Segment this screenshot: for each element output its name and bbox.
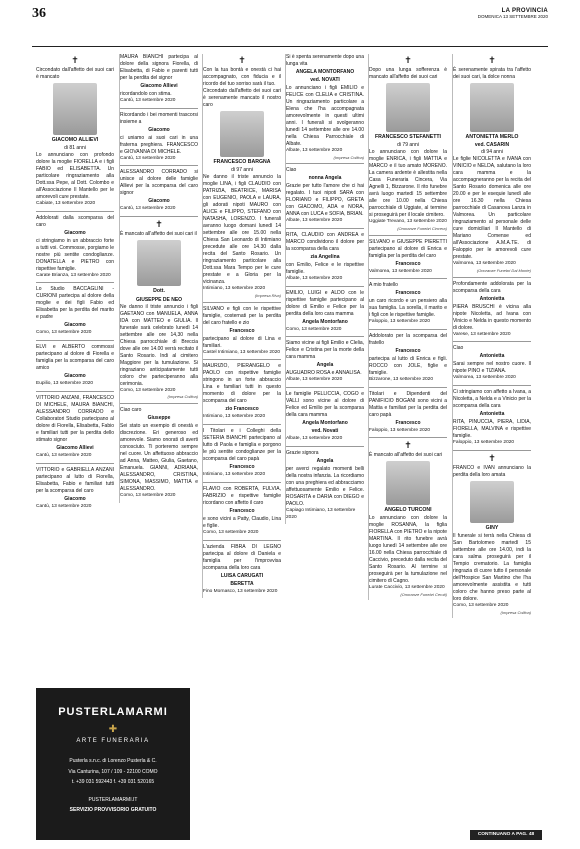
notice-text: Ci stringiamo con affetto a Ivana, a Nicoletta, a Nelda e a Vinicio per la scomparsa della cara bbox=[453, 388, 531, 409]
notice-text: I Titolari e i Colleghi della SETERIA BIANCHI partecipano al lutto di Paola e famiglia e porgono le più sentite condoglianze per la scomparsa del caro papà bbox=[203, 428, 281, 463]
obituary-notice bbox=[453, 454, 531, 616]
notice-text: EMILIO, LUIGI e ALDO con le rispettive famiglie partecipano al dolore di Emilio e Felice per la perdita della loro cara mamma bbox=[286, 289, 364, 317]
notice-text: SILVANO e GIUSEPPE PIERETTI partecipano al dolore di Enrica e famiglia per la perdita del caro bbox=[369, 238, 447, 259]
notice-name: Giacomo bbox=[64, 229, 86, 236]
notice-divider bbox=[286, 286, 364, 287]
notice-text: AUGUADRO ROSA e ANNALISA. bbox=[286, 370, 362, 377]
notice-text: Ne danno il triste annuncio la moglie LINA, i figli CLAUDIO con PATRIZIA, BEATRICE, MARISA con EUGENIO, PAOLA e LAURA, gli adorati nipoti MAURO con ALICE e FILIPPO, STEFANO con NATASHA, LORENZO. I funerali avranno luogo domani lunedì 14 settembre alle ore 15.00 nella Chiesa San Leonardo di Intimiano precedute alle ore 14.30 dalla recita del Santo Rosario. Un ringraziamento particolare alla Dott.ssa Mara Tempo per le cure prestate e a Gloria per la vicinanza. bbox=[203, 174, 281, 286]
column-4 bbox=[285, 54, 364, 524]
issue-date: DOMENICA 13 SETTEMBRE 2020 bbox=[477, 14, 548, 19]
funeral-home-credit: (Onoranze Funebri Dal Monte) bbox=[476, 267, 531, 273]
notice-text: Sei stato un esempio di onestà e discrezione. Eri generoso ed amorevole. Siamo onorati di averti conosciuto. Ti porteremo sempre nel cuore. Un affettuoso abbraccio ad Anna, Matteo, Giulia, Gaetano, Emanuela. GIANNI, ADRIANA, ALESSANDRO, CRISTINA, SIMONA, MASSIMO, MATTIA e ALESSANDRO. bbox=[120, 422, 198, 492]
notice-text: Profondamente addolorata per la scomparsa della cara bbox=[453, 280, 531, 294]
notice-divider bbox=[120, 108, 198, 109]
notice-place-date: Como, 13 settembre 2020 bbox=[120, 492, 176, 498]
portrait-photo bbox=[137, 240, 181, 286]
notice-text: Addolorato per la scomparsa del fratello bbox=[369, 332, 447, 346]
notice-name: zia Angelina bbox=[310, 254, 340, 260]
obituary-notice bbox=[286, 54, 364, 160]
obituary-notice bbox=[286, 232, 364, 283]
notice-place-date: Cantù, 13 settembre 2020 bbox=[120, 155, 176, 161]
notice-text: Le famiglie PELLICCIA, COGO e VALLI sono vicine al dolore di Felice ed Emilio per la scomparsa della cara mamma bbox=[286, 391, 364, 419]
notice-divider bbox=[286, 387, 364, 388]
notice-name: Francesco bbox=[229, 464, 255, 471]
notice-name: Giacomo bbox=[64, 373, 86, 380]
notice-name: Angela Montorfano bbox=[302, 318, 348, 325]
notice-place-date: Faloppio, 13 settembre 2020 bbox=[369, 319, 431, 325]
notice-name-line2: ved. Novati bbox=[311, 428, 339, 435]
notice-place-date: Eupilio, 13 settembre 2020 bbox=[36, 381, 94, 387]
notice-divider bbox=[120, 165, 198, 166]
notice-place-date: Capiago Intimiano, 13 settembre 2020 bbox=[286, 507, 356, 520]
notice-place-date: Castel Intimiano, 13 settembre 2020 bbox=[203, 349, 281, 355]
notice-divider bbox=[453, 450, 531, 451]
notice-place-date: Albate, 13 settembre 2020 bbox=[286, 377, 343, 383]
notice-name: Giacomo bbox=[148, 198, 170, 205]
ad-subtitle: ARTE FUNERARIA bbox=[76, 738, 150, 744]
cross-icon: ✝ bbox=[238, 55, 246, 65]
notice-place-date: Albate, 13 settembre 2020 bbox=[286, 436, 343, 442]
notice-text: Ne danno il triste annuncio i figli GAETANO con MANUELA, ANNA IDA con MATTEO e GIULIA. Il funerale sarà celebrato lunedì 14 settembre alle ore 14,30 nella Chiesa parrocchiale di Breccia dove alle ore 14.00 verrà recitato il Santo Rosario. Indi al cimitero Maggiore per la tumulazione. Si ringraziano anticipatamente tutti coloro che parteciperanno alla cerimonia. bbox=[120, 303, 198, 387]
obituary-notice bbox=[36, 56, 114, 208]
funeral-art-advertisement bbox=[36, 688, 190, 840]
notice-place-date: Como, 13 settembre 2020 bbox=[120, 387, 176, 393]
masthead bbox=[478, 8, 548, 19]
notice-name: Antonietta bbox=[479, 410, 505, 417]
notice-divider bbox=[369, 235, 447, 236]
obituary-notice bbox=[369, 239, 447, 276]
notice-place-date: Intimiano, 13 settembre 2020 bbox=[203, 472, 266, 478]
notice-divider bbox=[36, 391, 114, 392]
notice-name: Angela bbox=[316, 457, 334, 464]
portrait-photo bbox=[386, 83, 430, 132]
page-number: 36 bbox=[32, 6, 46, 21]
notice-place-date: Carate Brianza, 13 settembre 2020 bbox=[36, 272, 111, 278]
notice-place-date: Como, 13 settembre 2020 bbox=[286, 326, 342, 332]
obituary-notice bbox=[36, 215, 114, 280]
notice-divider bbox=[203, 359, 281, 360]
obituary-notice bbox=[120, 54, 198, 105]
ad-website: PUSTERLAMARMI.IT bbox=[88, 796, 138, 803]
notice-text: partecipano al dolore di Lina e familiari. bbox=[203, 335, 281, 349]
notice-text: e sono vicini a Patty, Claudio, Lina e figlie. bbox=[203, 515, 281, 529]
notice-name: ANGELA MONTORFANO bbox=[295, 69, 355, 75]
page-header bbox=[32, 6, 548, 42]
portrait-photo bbox=[386, 461, 430, 504]
deceased-name-line2: GIUSEPPE DE NEO bbox=[135, 296, 183, 303]
notice-text: Le figlie NICOLETTA e IVANA con VINICIO e NELDA, salutano la loro cara mamma e la accompagneranno per la recita del Santo Rosario domenica alle ore 20.00 e per le esequie lunedì alle ore 16.30 nella Chiesa parrocchiale di Casanova Lanza in Valmorea. Un particolare ringraziamento al personale delle cure domiciliari Il Mantello di Mariano Comense ed all'Associazione A.M.A.TE. di Faloppio per le amorevoli cure prestate. bbox=[453, 156, 531, 261]
notice-text: SILVANO e figli con le rispettive famiglie, costernati per la perdita del caro fratello e zio bbox=[203, 305, 281, 326]
notice-place-date: Intimiano, 13 settembre 2020 bbox=[203, 286, 266, 292]
deceased-age: di 79 anni bbox=[397, 142, 419, 149]
funeral-home-credit: (Impresa Collina) bbox=[167, 394, 198, 400]
notice-name-line2: BERETTA bbox=[230, 580, 254, 587]
notice-name: Francesco bbox=[395, 260, 421, 267]
portrait-photo bbox=[470, 83, 514, 132]
notice-text: Ciao caro bbox=[120, 406, 142, 413]
notice-text: ci uniamo ai suoi cari in una fraterna preghiera. FRANCESCO e GIOVANNA DI MICHELE. bbox=[120, 134, 198, 155]
notice-text: Ricordando i bei momenti trascorsi insieme a bbox=[120, 111, 198, 125]
notice-text: ci stringiamo in un abbraccio forte a tutti voi. Commosse, porgiamo le nostre più sentite condoglianze. DONATELLA e PIETRO con rispettive famiglie. bbox=[36, 237, 114, 272]
notice-text: per averci regalato momenti belli della nostra infanzia. La ricordiamo con una preghiera ed abbracciamo affettuosamente Emilio e Felice. ROSARITA e DARIA con DIEGO e PAOLO. bbox=[286, 465, 364, 507]
obituary-notice bbox=[203, 428, 281, 479]
notice-name: Angela bbox=[316, 362, 334, 369]
notice-text: Circondato dall'affetto dei suoi cari è serenamente mancato il nostro caro bbox=[203, 88, 281, 108]
notice-place-date: Valmorea, 13 settembre 2020 bbox=[453, 261, 516, 267]
obituary-notice bbox=[203, 363, 281, 421]
notice-intro: FRANCO e IVAN annunciano la perdita della loro amata bbox=[453, 464, 531, 478]
obituary-notice bbox=[120, 112, 198, 163]
obituary-notice bbox=[286, 340, 364, 384]
notice-name: Giuseppe bbox=[147, 414, 171, 421]
deceased-name: FRANCESCO BARGNA bbox=[213, 159, 271, 166]
cross-icon: ✝ bbox=[488, 452, 496, 463]
notice-name: Giacomo bbox=[64, 322, 86, 329]
notice-divider bbox=[120, 403, 198, 404]
funeral-home-credit: (Impresa Collina) bbox=[500, 609, 531, 615]
obituary-notice bbox=[286, 290, 364, 334]
notice-text: VITTORIO e GABRIELLA ANZANI partecipano al lutto di Fiorella, Elisabetta, Fabio e familiari tutti per la scomparsa del caro bbox=[36, 466, 114, 494]
notice-place-date: Faloppio, 13 settembre 2020 bbox=[453, 439, 515, 445]
obituary-notice bbox=[369, 282, 447, 326]
notice-name: Francesco bbox=[229, 327, 255, 334]
notice-divider bbox=[453, 277, 531, 278]
obituary-notice bbox=[453, 281, 531, 339]
notice-text: ricordandolo con stima. bbox=[120, 91, 172, 97]
funeral-home-credit: (Impresa Collina) bbox=[333, 154, 364, 160]
deceased-name: GIACOMO ALLIEVI bbox=[51, 136, 99, 143]
notice-divider bbox=[286, 336, 364, 337]
notice-text: RITA, CLAUDIO con ANDREA e MARCO condividono il dolore per la scomparsa della cara bbox=[286, 232, 364, 252]
notice-intro: Circondato dall'affetto dei suoi cari è mancato bbox=[36, 67, 114, 80]
notice-text: Lo Studio BACCAGLINI - CURIONI partecipa al dolore della moglie e dei figli Fabio ed Elisabetta per la perdita del marito e padre bbox=[36, 286, 114, 321]
notice-name: Antonietta bbox=[479, 295, 505, 302]
deceased-age: di 97 anni bbox=[231, 167, 253, 174]
notice-text: Sarai sempre nel nostro cuore. Il nipote PINO e TIZIANA. bbox=[453, 361, 531, 375]
notice-name-line2: ved. NOVATI bbox=[310, 77, 340, 83]
notice-text: Il funerale si terrà nella Chiesa di San Bartolomeo martedì 15 settembre alle ore 14.00, indi la cara salma proseguirà per il Tempio crematorio. La famiglia ringrazia di cuore tutto il personale dell'Hospice San Martino che l'ha amorevolmente assistita e tutti coloro che hanno preso parte al loro dolore. bbox=[453, 532, 531, 602]
header-rule bbox=[32, 46, 548, 47]
notice-name: Giacomo bbox=[148, 126, 170, 133]
deceased-name: ANTONIETTA MERLO bbox=[465, 134, 519, 140]
notice-name: Francesco bbox=[395, 347, 421, 354]
notice-place-date: Como, 13 settembre 2020 bbox=[453, 602, 509, 608]
notice-divider bbox=[453, 385, 531, 386]
notice-text: Lo annunciano con dolore la moglie ROSANNA, la figlia FIORELLA con PIETRO e la nipote MARTINA. Il rito funebre avrà luogo lunedì 14 settembre alle ore 16.00 nella Chiesa parrocchiale di Caccivio, preceduto dalla recita del Santo Rosario. Al termine si proseguirà per la tumulazione nel cimitero di Cagno. bbox=[369, 515, 447, 585]
obituary-notice bbox=[120, 169, 198, 213]
obituary-notice bbox=[286, 391, 364, 443]
portrait-photo bbox=[53, 83, 97, 135]
deceased-name-line2: ved. CASARIN bbox=[474, 142, 510, 149]
notice-divider bbox=[120, 216, 198, 217]
notice-text: A mio fratello bbox=[369, 282, 398, 289]
notice-text: Grazie per tutto l'amore che ci hai regalato. I tuoi nipoti SARA con FLORIANO e FILIPPO, GRETA con GIACOMO, ADA e NORA, ANNA con LUCA e SOFIA, BRIAN. bbox=[286, 183, 364, 218]
notice-divider bbox=[369, 387, 447, 388]
deceased-name: Dott. bbox=[153, 288, 165, 295]
notice-divider bbox=[203, 424, 281, 425]
ad-company: Pusterla s.n.c. di Lorenzo Pusterla & C. bbox=[69, 758, 157, 764]
newspaper-name: LA PROVINCIA bbox=[501, 8, 548, 14]
notice-place-date: Uggiate Trevano, 13 settembre 2020 bbox=[369, 219, 447, 225]
obituary-notice bbox=[369, 56, 447, 232]
notice-text: MAURIZIO, PIERANGELO e PAOLO con rispettive famiglie stringono in un forte abbraccio Lina e familiari tutti in questo momento di dolore per la scomparsa del caro bbox=[203, 363, 281, 405]
notice-divider bbox=[203, 482, 281, 483]
notice-text: Lo annunciano con dolore la moglie ENRICA, i figli MATTIA e MARCO e il tuo amato MORENO. La camera ardente è allestita nella Casa Funeraria Cincera, Via Agnelli 1, Bizzarone. Il rito funebre avrà luogo martedì 15 settembre alle ore 10.00 nella Chiesa parrocchiale di Uggiate, al termine si proseguirà per il locale cimitero. bbox=[369, 149, 447, 219]
notice-place-date: Valmorea, 13 settembre 2020 bbox=[369, 268, 432, 274]
notice-text: ELVI e ALBERTO commossi partecipano al dolore di Fiorella e famiglia per la scomparsa del caro amico bbox=[36, 344, 114, 372]
notice-text: partecipa al lutto di Enrica e figli. ROCCO con JOLE, figlie e famiglie. bbox=[369, 355, 447, 376]
notice-divider bbox=[286, 163, 364, 164]
obituary-notice bbox=[286, 450, 364, 521]
notice-name: Angela Montorfano bbox=[302, 420, 348, 427]
funeral-home-credit: (Onoranze Funebri Cincera) bbox=[397, 225, 447, 231]
obituary-notice bbox=[120, 220, 198, 400]
notice-name: Giacomo Allievi bbox=[140, 83, 178, 89]
notice-text: Siamo vicine ai figli Emilio e Clelia, Felice e Cristina per la morte della cara mamma bbox=[286, 340, 364, 361]
deceased-age: di 94 anni bbox=[481, 149, 503, 156]
notice-divider bbox=[36, 211, 114, 212]
notice-text: L'azienda FIBRA DI LEGNO partecipa al dolore di Daniela e famiglia per l'improvvisa scomparsa della loro cara bbox=[203, 543, 281, 571]
deceased-name: GINY bbox=[485, 524, 499, 531]
notice-place-date: Albate, 13 settembre 2020 bbox=[286, 276, 343, 281]
notice-divider bbox=[286, 446, 364, 447]
notice-text: RITA, PINUCCIA, PIERA, LIDIA, FIORELLA, MALVINA e rispettive famiglie. bbox=[453, 418, 531, 439]
funeral-home-credit: (Onoranze Funebri Ceruti) bbox=[400, 591, 447, 597]
notice-divider bbox=[36, 463, 114, 464]
portrait-photo bbox=[470, 481, 514, 523]
notice-divider bbox=[203, 302, 281, 303]
notice-text: Ciao bbox=[453, 345, 464, 352]
notice-divider bbox=[369, 437, 447, 438]
column-5 bbox=[368, 54, 447, 600]
obituary-notice bbox=[453, 345, 531, 382]
notice-text: Titolari e Dipendenti del PANIFICIO BOGANI sono vicini a Mattia e familiari per la perdita del caro papà bbox=[369, 390, 447, 418]
notice-text: Lo annunciano i figli EMILIO e FELICE con CLELIA e CRISTINA. Un ringraziamento particolare a Elena che l'ha accompagnata amorevolmente in questi ultimi anni. I funerali si svolgeranno lunedì 14 settembre alle ore 14.00 nella Chiesa Parrocchiale di Albate. bbox=[286, 85, 364, 147]
notice-place-date: Cantù, 13 settembre 2020 bbox=[36, 452, 92, 458]
cross-icon: ✝ bbox=[155, 219, 163, 230]
notice-divider bbox=[36, 282, 114, 283]
ad-address: Via Canturina, 107 / 109 - 22100 COMO bbox=[68, 768, 158, 775]
notice-text: ALESSANDRO CORRADO si unisce al dolore delle famiglie Allievi per la scomparsa del caro signor bbox=[120, 169, 198, 197]
notice-text: Grazie signora bbox=[286, 449, 319, 456]
obituary-notice bbox=[453, 389, 531, 447]
notice-place-date: Fino Mornasco, 13 settembre 2020 bbox=[203, 588, 278, 594]
notice-place-date: Como, 13 settembre 2020 bbox=[203, 529, 259, 535]
notice-name: nonna Angela bbox=[308, 175, 342, 182]
notice-text: Lo annunciano con profondo dolore la moglie FIORELLA e i figli FABIO ed ELISABETTA. Un particolare ringraziamento alla Dott.ssa Pepe, al Dott. Colombo e all'Associazione Il Mantello per le amorevoli cure prestate. bbox=[36, 152, 114, 201]
deceased-name: FRANCESCO STEFANETTI bbox=[375, 134, 441, 140]
notice-text: FLAVIO con ROBERTA, FULVIA, FABRIZIO e rispettive famiglie ricordano con affetto il caro bbox=[203, 485, 281, 506]
notice-name: Francesco bbox=[229, 507, 255, 514]
ad-service: SERVIZIO PROVVISORIO GRATUITO bbox=[69, 807, 157, 813]
notice-place-date: Cantù, 13 settembre 2020 bbox=[36, 503, 92, 509]
cross-icon: ✝ bbox=[404, 55, 412, 65]
notice-name: Antonietta bbox=[479, 353, 505, 360]
notice-intro: Dopo una lunga sofferenza è mancato all'affetto dei suoi cari bbox=[369, 67, 447, 80]
column-1 bbox=[36, 54, 114, 513]
notice-text: MAURA BIANCHI partecipa al dolore della signora Fiorella, di Elisabetta, di Fabio e parenti tutti per la perdita del signor bbox=[120, 54, 198, 81]
obituary-notice bbox=[203, 486, 281, 537]
obituary-notice bbox=[120, 407, 198, 500]
notice-text: un caro ricordo e un pensiero alla sua famiglia. La sorella, il marito e i figli con le rispettive famiglie. bbox=[369, 298, 447, 319]
portrait-photo bbox=[220, 111, 264, 157]
notice-name: Francesco bbox=[395, 419, 421, 426]
obituary-notice bbox=[36, 467, 114, 511]
obituary-notice bbox=[369, 333, 447, 384]
notice-text: Addolorati dalla scomparsa del caro bbox=[36, 214, 114, 228]
obituary-notice bbox=[36, 344, 114, 388]
notice-intro: Si è spenta serenamente dopo una lunga vita bbox=[286, 54, 364, 67]
obituary-notice bbox=[453, 56, 531, 274]
notice-place-date: Cantù, 13 settembre 2020 bbox=[120, 206, 176, 212]
notice-name: Francesco bbox=[395, 290, 421, 297]
notice-place-date: Cantù, 13 settembre 2020 bbox=[120, 98, 176, 103]
notice-text: VITTORIO ANZANI, FRANCESCO DI MICHELE, MAURA BIANCHI, ALESSANDRO CORRADO e Collaboratori Studio partecipano al dolore di Fiorella, Elisabetta, Fabio e familiari tutti per la perdita dello stimato signor bbox=[36, 394, 114, 443]
obituary-notice bbox=[369, 391, 447, 435]
notice-place-date: Intimiano, 13 settembre 2020 bbox=[203, 414, 266, 420]
notice-place-date: Albate, 13 settembre 2020 bbox=[286, 148, 343, 153]
notice-divider bbox=[36, 340, 114, 341]
continue-label: CONTINUANO A PAG. 48 bbox=[470, 830, 542, 840]
notice-divider bbox=[369, 278, 447, 279]
obituary-notice bbox=[36, 395, 114, 460]
notice-place-date: Lurate Caccivio, 13 settembre 2020 bbox=[369, 585, 445, 591]
ad-cross-icon: ✚ bbox=[108, 724, 118, 735]
obituary-notice bbox=[203, 56, 281, 299]
notice-text: Ciao bbox=[286, 167, 297, 174]
notice-text: PIERA BRUSCHI è vicina alla nipote Nicoletta, ad Ivana con Vinicio e Nelda in questo momento di dolore. bbox=[453, 303, 531, 331]
deceased-age: di 81 anni bbox=[64, 145, 86, 152]
deceased-name: ANGELO TURCONI bbox=[384, 506, 432, 513]
ad-brand: PUSTERLAMARMI bbox=[58, 706, 168, 718]
notice-place-date: Como, 13 settembre 2020 bbox=[36, 330, 92, 336]
cross-icon: ✝ bbox=[488, 55, 496, 65]
column-6 bbox=[452, 54, 531, 618]
notice-place-date: Cabiate, 13 settembre 2020 bbox=[36, 201, 96, 207]
obituary-notice bbox=[286, 167, 364, 225]
notice-divider bbox=[203, 540, 281, 541]
notice-intro: È mancato all'affetto dei suoi cari il bbox=[120, 231, 197, 238]
notice-place-date: Albate, 13 settembre 2020 bbox=[286, 218, 343, 224]
notice-place-date: Varese, 13 settembre 2020 bbox=[453, 331, 511, 337]
notice-divider bbox=[369, 329, 447, 330]
notice-intro: È mancato all'affetto dei suoi cari bbox=[369, 452, 443, 459]
notice-text: con Emilio, Felice e le rispettive famiglie. bbox=[286, 262, 364, 275]
notice-name: zio Francesco bbox=[225, 406, 259, 413]
notice-divider bbox=[453, 341, 531, 342]
obituary-notice bbox=[203, 544, 281, 596]
obituary-notice bbox=[203, 306, 281, 357]
notice-intro: Con la tua bontà e onestà ci hai accompagnato, con fiducia e il ricordo del tuo sorriso sarà il tuo. bbox=[203, 67, 281, 87]
notice-place-date: Valmorea, 13 settembre 2020 bbox=[453, 375, 516, 381]
cross-icon: ✝ bbox=[404, 440, 412, 451]
notice-place-date: Faloppio, 13 settembre 2020 bbox=[369, 427, 431, 433]
notice-intro: È serenamente spirata tra l'affetto dei suoi cari, la dolce nonna bbox=[453, 67, 531, 80]
notice-divider bbox=[286, 228, 364, 229]
notice-name: LUISA CARUGATI bbox=[220, 572, 264, 579]
column-3 bbox=[202, 54, 281, 598]
obituary-notice bbox=[36, 286, 114, 337]
obituary-notice bbox=[369, 441, 447, 597]
cross-icon: ✝ bbox=[71, 55, 79, 65]
funeral-home-credit: (Impresa Riva) bbox=[254, 293, 281, 299]
column-2 bbox=[119, 54, 198, 503]
ad-phone: t. +39 031 592443 f. +39 031 520165 bbox=[71, 779, 155, 785]
notice-place-date: Bizzarone, 13 settembre 2020 bbox=[369, 376, 433, 382]
notice-name: Giacomo Allievi bbox=[56, 444, 94, 451]
notice-name: Giacomo bbox=[64, 495, 86, 502]
